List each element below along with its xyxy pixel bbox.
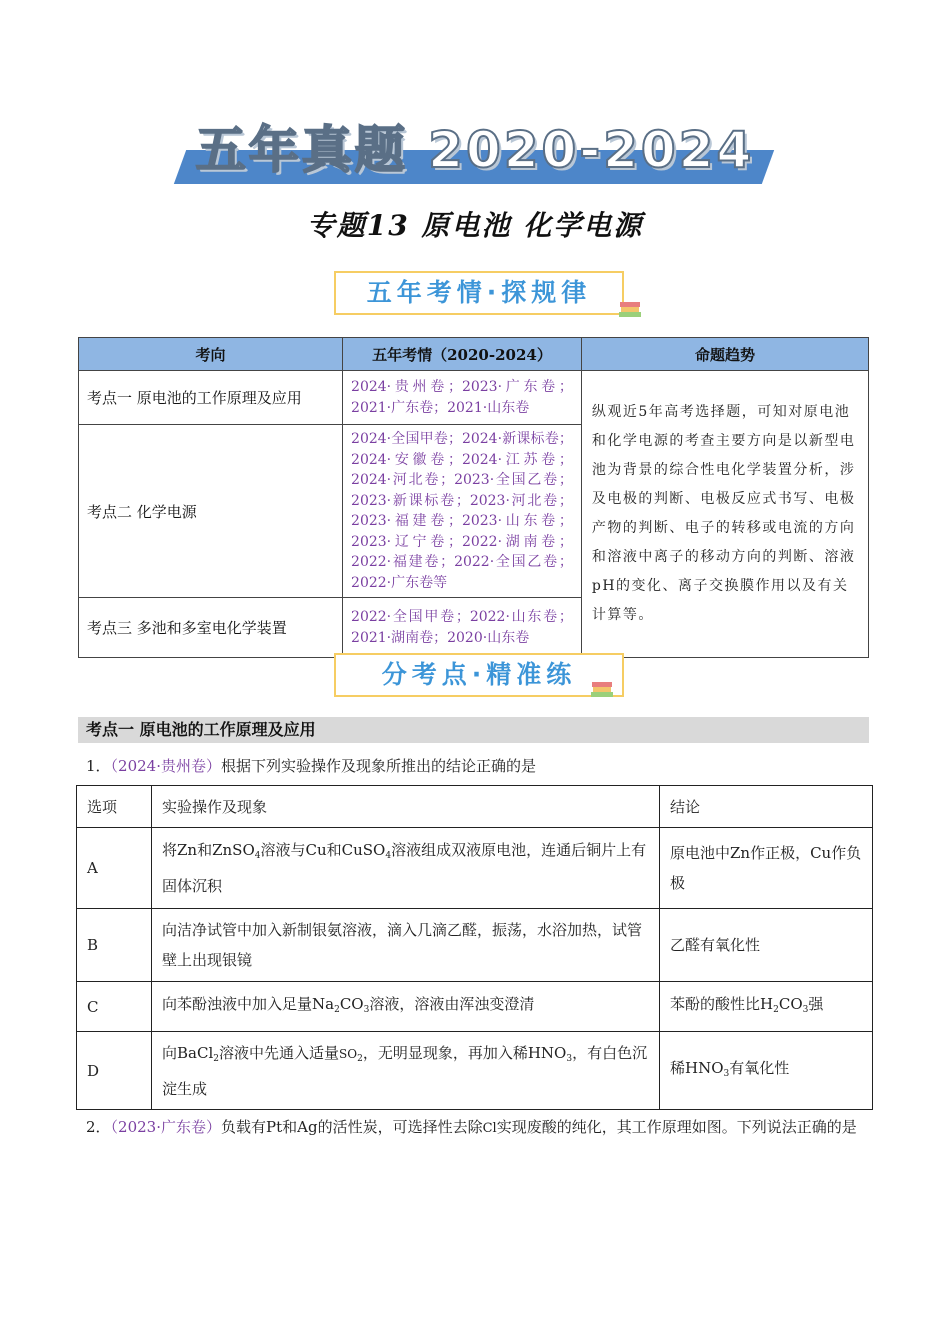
formula-sub: 2: [213, 1053, 219, 1064]
formula-text: HNO: [685, 1058, 724, 1077]
text: 向苯酚浊液中加入足量: [162, 994, 313, 1013]
question-text: 的活性炭，可选择性去除: [317, 1118, 483, 1136]
header-option: 选项: [77, 786, 152, 828]
badge-practice: 分考点·精准练: [334, 653, 624, 697]
option-label: D: [77, 1032, 152, 1110]
option-label: C: [77, 982, 152, 1032]
formula-text: HNO: [527, 1043, 567, 1062]
text: 强: [808, 994, 824, 1013]
formula-text: H: [760, 994, 774, 1013]
formula-cuso4: [342, 841, 391, 859]
overview-topic-years: 2024·贵州卷；2023·广东卷；2021·广东卷；2021·山东卷: [343, 371, 582, 425]
question-number: 1．: [86, 757, 111, 775]
question-text: 根据下列实验操作及现象所推出的结论正确的是: [221, 757, 537, 775]
formula-so2: [339, 1046, 363, 1064]
formula-sub: 3: [363, 1004, 370, 1015]
table-row: [77, 982, 873, 1032]
banner-title: 五年真题 2020-2024: [195, 121, 755, 179]
formula-text: SO: [339, 1046, 358, 1061]
overview-topic-name: 考点二 化学电源: [79, 425, 343, 598]
option-label: B: [77, 909, 152, 982]
formula-znso4: [212, 841, 260, 859]
formula-sub: 2: [334, 1004, 340, 1015]
text: 将Zn和: [162, 841, 213, 859]
formula-sub: 2: [773, 1004, 779, 1015]
overview-row: [79, 371, 869, 425]
overview-table: [78, 337, 869, 658]
conclusion-cell: 乙醛有氧化性: [660, 909, 873, 982]
question-1-stem: [86, 754, 536, 778]
text: ，无明显现象，再加入稀: [362, 1043, 528, 1062]
formula-h2co3: [760, 995, 808, 1013]
question-text: 实现废酸的纯化，其工作原理如图。下列说法正确的是: [496, 1118, 857, 1136]
overview-trend-text: 纵观近5年高考选择题，可知对原电池和化学电源的考查主要方向是以新型电池为背景的综合性电化学装置分析，涉及电极的判断、电极反应式书写、电极产物的判断、电子的转移或电流的方向和溶液中离子的移动方向的判断、溶液pH的变化、离子交换膜作用以及有关计算等。: [581, 371, 868, 658]
question-1-table: [76, 785, 873, 1110]
text: 苯酚的酸性比: [670, 994, 761, 1013]
formula-text: CO: [778, 994, 803, 1013]
overview-header-direction: 考向: [79, 338, 343, 371]
text: 溶液组成双液原电池，连通后铜片上有固体沉积: [162, 841, 647, 895]
question-source: （2023·广东卷）: [110, 1118, 221, 1136]
formula-text: CuSO: [341, 841, 386, 859]
formula-sub: 3: [566, 1053, 573, 1064]
conclusion-cell: [660, 1032, 873, 1110]
conclusion-cell: 原电池中Zn作正极，Cu作负极: [660, 828, 873, 909]
formula-cl: Cl: [482, 1121, 497, 1136]
formula-na2co3: [312, 995, 369, 1013]
operation-cell: 向洁净试管中加入新制银氨溶液，滴入几滴乙醛，振荡，水浴加热，试管壁上出现银镜: [152, 909, 660, 982]
question-text: 负载有Pt和: [221, 1118, 298, 1136]
formula-ag: Ag: [297, 1118, 318, 1136]
formula-text: BaCl: [177, 1043, 214, 1062]
overview-header-row: [79, 338, 869, 371]
header-conclusion: 结论: [660, 786, 873, 828]
formula-bacl2: [177, 1044, 219, 1062]
formula-sub: 3: [723, 1068, 730, 1079]
question-2-stem: [86, 1112, 866, 1144]
formula-sub: 4: [254, 851, 261, 861]
formula-sub: 2: [357, 1053, 363, 1064]
question-number: 2．: [86, 1118, 111, 1136]
text: 稀: [670, 1058, 686, 1077]
operation-cell: [152, 1032, 660, 1110]
badge-trends: 五年考情·探规律: [334, 271, 624, 315]
table-row: [77, 909, 873, 982]
option-label: A: [77, 828, 152, 909]
formula-hno3: [685, 1059, 729, 1077]
topic-title: 专题13 原电池 化学电源: [306, 209, 644, 242]
formula-hno3: [528, 1044, 572, 1062]
table-row: [77, 1032, 873, 1110]
formula-sub: 4: [385, 851, 392, 861]
formula-text: CO: [339, 994, 364, 1013]
overview-header-years: 五年考情（2020-2024）: [343, 338, 582, 371]
books-icon: [618, 301, 642, 319]
overview-topic-name: 考点三 多池和多室电化学装置: [79, 598, 343, 658]
overview-topic-years: 2024·全国甲卷；2024·新课标卷；2024·安徽卷；2024·江苏卷；2024·河北卷；2023·全国乙卷；2023·新课标卷；2023·河北卷；2023·福建卷；2023·山东卷；2023·辽宁卷；2022·湖南卷；2022·福建卷；2022·全国乙卷；2022·广东卷等: [343, 425, 582, 598]
text: 向: [162, 1043, 178, 1062]
books-icon: [590, 681, 614, 699]
formula-text: ZnSO: [212, 841, 255, 859]
formula-sub: 3: [802, 1004, 809, 1015]
section-heading: 考点一 原电池的工作原理及应用: [78, 717, 869, 743]
text: 溶液中先通入适量: [219, 1043, 340, 1062]
header-operation: 实验操作及现象: [152, 786, 660, 828]
table-row: [77, 828, 873, 909]
conclusion-cell: [660, 982, 873, 1032]
text: 溶液，溶液由浑浊变澄清: [369, 994, 535, 1013]
text: ，有白色沉淀生成: [162, 1043, 648, 1098]
text: 溶液与Cu和: [260, 841, 342, 859]
overview-header-trend: 命题趋势: [581, 338, 868, 371]
operation-cell: [152, 828, 660, 909]
overview-topic-years: 2022·全国甲卷；2022·山东卷；2021·湖南卷；2020·山东卷: [343, 598, 582, 658]
question-source: （2024·贵州卷）: [110, 757, 221, 775]
formula-text: Na: [312, 994, 335, 1013]
operation-cell: [152, 982, 660, 1032]
overview-topic-name: 考点一 原电池的工作原理及应用: [79, 371, 343, 425]
question-table-header: [77, 786, 873, 828]
text: 有氧化性: [729, 1058, 790, 1077]
